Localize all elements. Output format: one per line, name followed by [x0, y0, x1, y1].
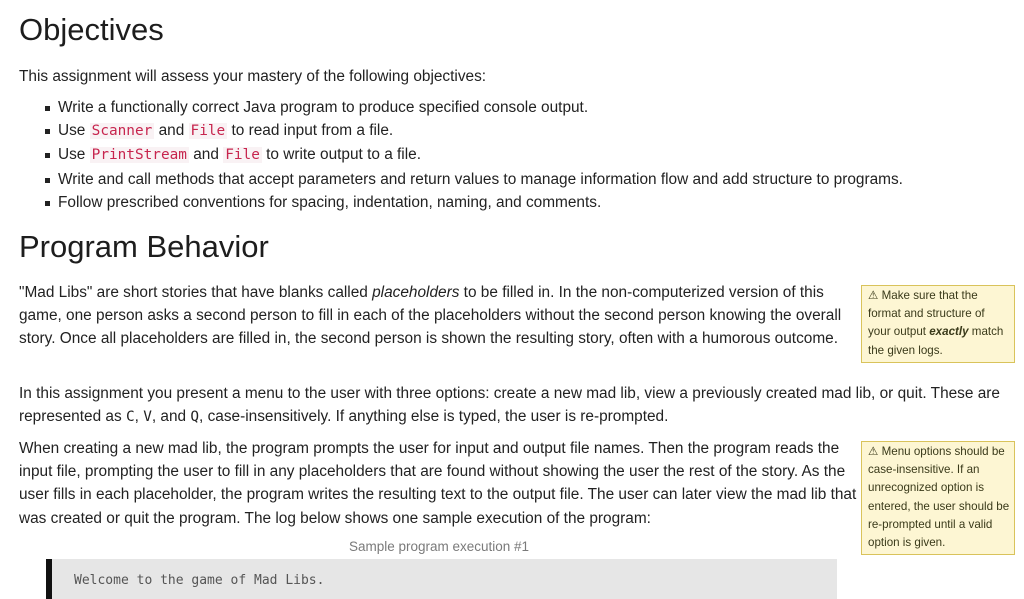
objectives-intro: This assignment will assess your mastery of the following objectives: — [19, 68, 487, 85]
case-insensitive-note: ⚠ Menu options should be case-insensitive. If an unrecognized option is entered, the user should be re-prompted until a valid option is given. — [861, 441, 1015, 555]
list-item: Use PrintStream and File to write output to a file. — [19, 143, 903, 167]
code-printstream: PrintStream — [91, 147, 187, 164]
program-behavior-heading: Program Behavior — [19, 229, 269, 264]
objectives-list — [19, 96, 903, 214]
objectives-heading: Objectives — [19, 12, 164, 47]
warning-icon: ⚠ — [868, 289, 879, 302]
list-item: Use Scanner and File to read input from a file. — [19, 119, 903, 143]
list-item: Follow prescribed conventions for spacing, indentation, naming, and comments. — [19, 191, 903, 214]
format-warning-note: ⚠ Make sure that the format and structure of your output exactly match the given logs. — [861, 285, 1015, 363]
log-line: Welcome to the game of Mad Libs. — [74, 573, 325, 588]
mad-libs-paragraph: "Mad Libs" are short stories that have blanks called placeholders to be filled in. In the non-computerized version of this game, one person asks a second person to fill in each of the placeholders without the second person knowing the overall story. Once all placeholders are filled in, the second person is shown the resulting story, often with a humorous outcome. — [19, 284, 842, 348]
sample-execution-caption: Sample program execution #1 — [348, 539, 530, 554]
creating-paragraph: When creating a new mad lib, the program prompts the user for input and output file names. Then the program reads the input file, prompting the user to fill in any placeholders that are found without showing the user the rest of the story. As the user fills in each placeholder, the program writes the resulting text to the output file. The user can later view the mad lib that was created or quit the program. The log below shows one sample execution of the program: — [19, 440, 857, 527]
list-item: Write and call methods that accept parameters and return values to manage information flow and add structure to programs. — [19, 168, 903, 191]
code-file: File — [225, 147, 260, 164]
code-scanner: Scanner — [91, 123, 153, 140]
menu-paragraph: In this assignment you present a menu to the user with three options: create a new mad lib, view a previously created mad lib, or quit. These are represented as C, V, and Q, case-insensitively. If anything else is typed, the user is re-prompted. — [19, 385, 1000, 426]
list-item: Write a functionally correct Java program to produce specified console output. — [19, 96, 903, 119]
sample-log-box — [46, 559, 837, 599]
code-file: File — [190, 123, 226, 140]
warning-icon: ⚠ — [868, 445, 879, 458]
